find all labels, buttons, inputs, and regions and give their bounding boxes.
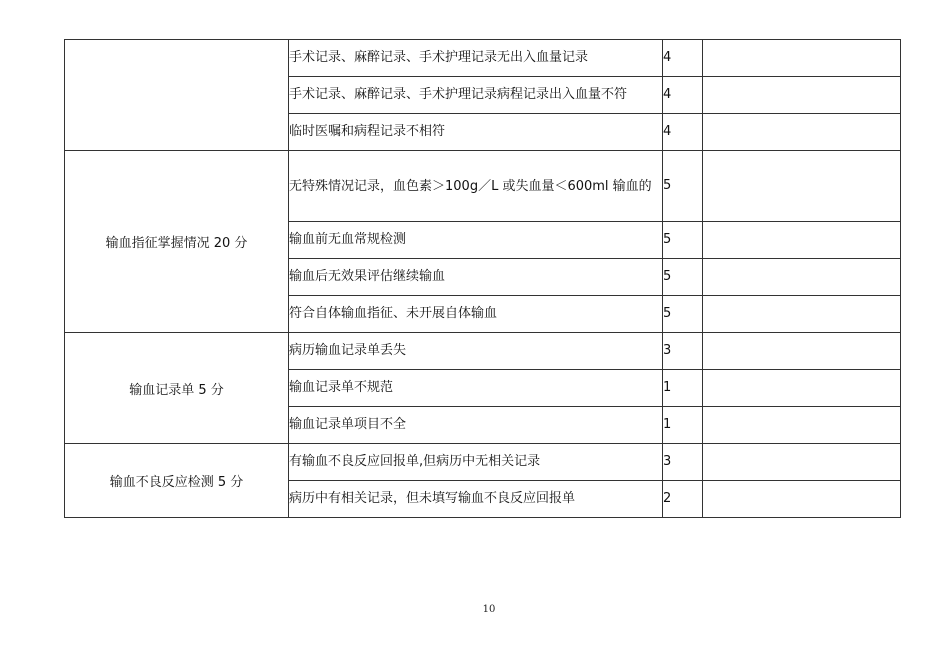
scoring-table [64, 39, 901, 518]
page-number: 10 [482, 604, 496, 615]
remark-cell [703, 481, 901, 518]
points-cell: 5 [663, 259, 703, 296]
item-cell: 手术记录、麻醉记录、手术护理记录无出入血量记录 [289, 40, 663, 77]
remark-cell [703, 296, 901, 333]
remark-cell [703, 407, 901, 444]
table-row [65, 333, 901, 370]
item-cell: 病历输血记录单丢失 [289, 333, 663, 370]
points-cell: 5 [663, 296, 703, 333]
item-cell: 输血记录单项目不全 [289, 407, 663, 444]
item-cell: 病历中有相关记录，但未填写输血不良反应回报单 [289, 481, 663, 518]
item-cell: 无特殊情况记录，血色素＞100g／L 或失血量＜600ml 输血的 [289, 151, 663, 222]
remark-cell [703, 114, 901, 151]
category-cell: 输血记录单 5 分 [65, 333, 289, 444]
item-cell: 符合自体输血指征、未开展自体输血 [289, 296, 663, 333]
category-cell: 输血指征掌握情况 20 分 [65, 151, 289, 333]
item-cell: 手术记录、麻醉记录、手术护理记录病程记录出入血量不符 [289, 77, 663, 114]
points-cell: 3 [663, 444, 703, 481]
table-row [65, 40, 901, 77]
remark-cell [703, 259, 901, 296]
points-cell: 5 [663, 222, 703, 259]
remark-cell [703, 333, 901, 370]
points-cell: 5 [663, 151, 703, 222]
remark-cell [703, 370, 901, 407]
item-cell: 有输血不良反应回报单,但病历中无相关记录 [289, 444, 663, 481]
points-cell: 4 [663, 77, 703, 114]
item-cell: 输血记录单不规范 [289, 370, 663, 407]
remark-cell [703, 151, 901, 222]
category-cell: 输血不良反应检测 5 分 [65, 444, 289, 518]
remark-cell [703, 40, 901, 77]
points-cell: 4 [663, 114, 703, 151]
points-cell: 3 [663, 333, 703, 370]
table-row [65, 151, 901, 222]
points-cell: 4 [663, 40, 703, 77]
remark-cell [703, 444, 901, 481]
points-cell: 2 [663, 481, 703, 518]
remark-cell [703, 222, 901, 259]
item-cell: 输血后无效果评估继续输血 [289, 259, 663, 296]
item-cell: 输血前无血常规检测 [289, 222, 663, 259]
points-cell: 1 [663, 407, 703, 444]
remark-cell [703, 77, 901, 114]
points-cell: 1 [663, 370, 703, 407]
category-cell [65, 40, 289, 151]
table-row [65, 444, 901, 481]
item-cell: 临时医嘱和病程记录不相符 [289, 114, 663, 151]
